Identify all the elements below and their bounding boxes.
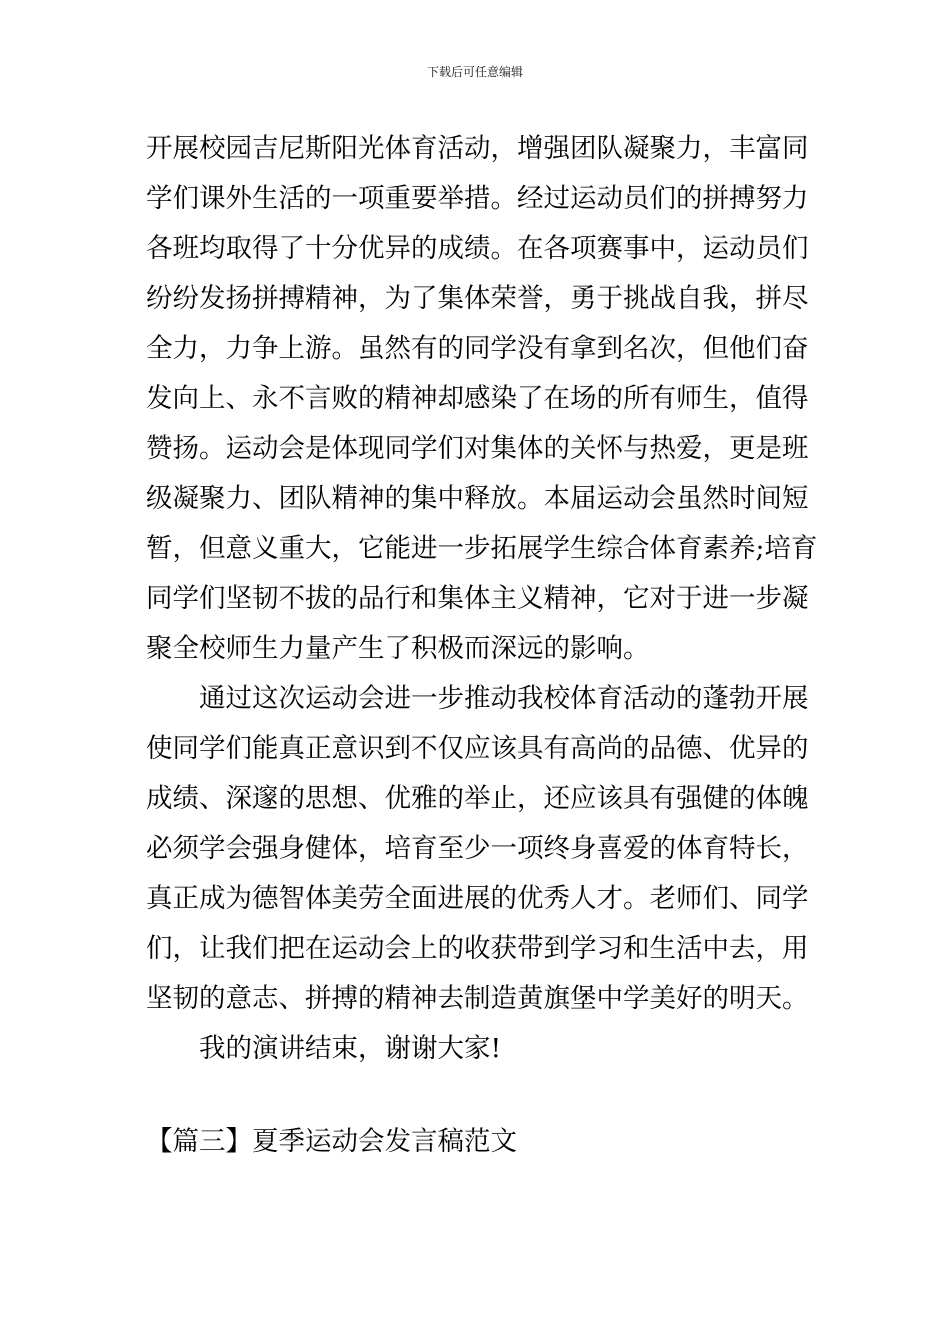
- paragraph-line: 必须学会强身健体，培育至少一项终身喜爱的体育特长，: [146, 833, 809, 864]
- paragraph-line: 聚全校师生力量产生了积极而深远的影响。: [146, 633, 650, 664]
- paragraph-line: 学们课外生活的一项重要举措。经过运动员们的拼搏努力: [146, 183, 809, 214]
- paragraph-line: 坚韧的意志、拼搏的精神去制造黄旗堡中学美好的明天。: [146, 983, 809, 1014]
- paragraph-line: 赞扬。运动会是体现同学们对集体的关怀与热爱，更是班: [146, 433, 809, 464]
- paragraph-line: 成绩、深邃的思想、优雅的举止，还应该具有强健的体魄: [146, 783, 809, 814]
- paragraph-line: 使同学们能真正意识到不仅应该具有高尚的品德、优异的: [146, 733, 809, 764]
- closing-line: 我的演讲结束，谢谢大家!: [199, 1033, 502, 1064]
- paragraph-line: 真正成为德智体美劳全面进展的优秀人才。老师们、同学: [146, 883, 809, 914]
- paragraph-line: 通过这次运动会进一步推动我校体育活动的蓬勃开展: [199, 683, 809, 714]
- paragraph-line: 纷纷发扬拼搏精神，为了集体荣誉，勇于挑战自我，拼尽: [146, 283, 809, 314]
- paragraph-line: 开展校园吉尼斯阳光体育活动，增强团队凝聚力，丰富同: [146, 133, 809, 164]
- paragraph-line: 暂，但意义重大，它能进一步拓展学生综合体育素养;培育: [146, 533, 818, 564]
- paragraph-line: 发向上、永不言败的精神却感染了在场的所有师生，值得: [146, 383, 809, 414]
- header-note: 下载后可任意编辑: [426, 65, 523, 79]
- paragraph-line: 级凝聚力、团队精神的集中释放。本届运动会虽然时间短: [146, 483, 809, 514]
- paragraph-line: 全力，力争上游。虽然有的同学没有拿到名次，但他们奋: [146, 333, 809, 364]
- paragraph-line: 同学们坚韧不拔的品行和集体主义精神，它对于进一步凝: [146, 583, 809, 614]
- paragraph-line: 们，让我们把在运动会上的收获带到学习和生活中去，用: [146, 933, 809, 964]
- paragraph-line: 各班均取得了十分优异的成绩。在各项赛事中，运动员们: [146, 233, 809, 264]
- section-title: 【篇三】夏季运动会发言稿范文: [146, 1126, 517, 1157]
